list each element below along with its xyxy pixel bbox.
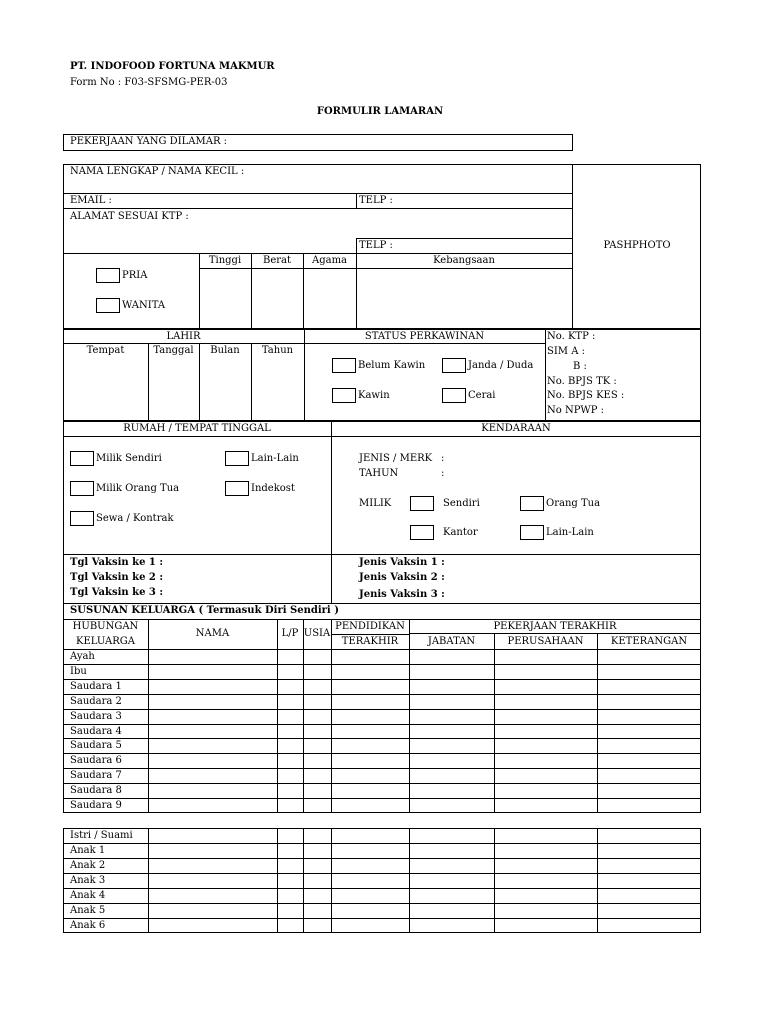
family-row-label: Saudara 6 (70, 755, 122, 767)
married-checkbox[interactable] (332, 388, 356, 403)
spouse-child-row-label: Anak 6 (70, 920, 106, 931)
nationality-header: Kebangsaan (433, 255, 495, 266)
parents-house-checkbox[interactable] (70, 481, 94, 496)
divorced-checkbox[interactable] (442, 388, 466, 403)
boarding-checkbox[interactable] (225, 481, 249, 496)
vehicle-header: KENDARAAN (481, 423, 551, 434)
birth-year-header: Tahun (261, 345, 294, 356)
birth-place-header: Tempat (86, 345, 125, 356)
rent-checkbox[interactable] (70, 511, 94, 526)
education-header-2: TERAKHIR (341, 636, 399, 647)
telp-label: TELP : (359, 195, 393, 206)
remarks-header: KETERANGAN (610, 636, 688, 647)
male-checkbox[interactable] (96, 268, 120, 283)
spouse-child-row-label: Anak 2 (70, 860, 106, 871)
name-header: NAMA (195, 628, 230, 639)
spouse-child-row-label: Anak 4 (70, 890, 106, 901)
vaccine-date-3-label: Tgl Vaksin ke 3 : (70, 587, 164, 598)
spouse-child-row-label: Anak 5 (70, 905, 106, 916)
family-row-label: Saudara 8 (70, 785, 122, 797)
bpjs-tk-label: No. BPJS TK : (547, 376, 617, 387)
house-header: RUMAH / TEMPAT TINGGAL (123, 423, 271, 434)
vehicle-owner-label: MILIK (359, 498, 392, 509)
last-job-header: PEKERJAAN TERAKHIR (493, 621, 617, 632)
vehicle-parents-checkbox[interactable] (520, 496, 544, 511)
telp2-label: TELP : (359, 240, 393, 251)
sim-b-label: B : (573, 361, 587, 372)
position-header: JABATAN (427, 636, 476, 647)
weight-header: Berat (262, 255, 292, 266)
vehicle-other-checkbox[interactable] (520, 525, 544, 540)
family-row-label: Saudara 3 (70, 710, 122, 722)
vehicle-parents-label: Orang Tua (546, 498, 601, 509)
single-label: Belum Kawin (358, 360, 426, 371)
female-label: WANITA (122, 300, 166, 311)
own-house-checkbox[interactable] (70, 451, 94, 466)
full-name-label: NAMA LENGKAP / NAMA KECIL : (70, 166, 245, 177)
house-other-label: Lain-Lain (251, 453, 299, 464)
form-title: FORMULIR LAMARAN (316, 106, 444, 117)
spouse-child-row-label: Anak 1 (70, 845, 106, 856)
vaccine-type-2-label: Jenis Vaksin 2 : (359, 572, 445, 583)
email-label: EMAIL : (70, 195, 112, 206)
education-header-1: PENDIDIKAN (335, 621, 405, 632)
address-label: ALAMAT SESUAI KTP : (70, 211, 189, 222)
own-house-label: Milik Sendiri (96, 453, 162, 464)
vaccine-date-2-label: Tgl Vaksin ke 2 : (70, 572, 164, 583)
family-row-label: Saudara 2 (70, 695, 122, 707)
vehicle-office-checkbox[interactable] (410, 525, 434, 540)
spouse-child-row-label: Anak 3 (70, 875, 106, 886)
divorced-label: Cerai (468, 390, 496, 401)
family-row-label: Ibu (70, 665, 87, 677)
vehicle-brand-colon: : (441, 453, 445, 464)
birth-header: LAHIR (166, 331, 201, 342)
widowed-checkbox[interactable] (442, 358, 466, 373)
vehicle-own-label: Sendiri (443, 498, 480, 509)
family-row-label: Saudara 5 (70, 740, 122, 752)
height-header: Tinggi (208, 255, 242, 266)
rent-label: Sewa / Kontrak (96, 513, 174, 524)
vaccine-type-1-label: Jenis Vaksin 1 : (359, 557, 445, 568)
npwp-label: No NPWP : (547, 405, 604, 416)
house-other-checkbox[interactable] (225, 451, 249, 466)
vehicle-year-colon: : (441, 468, 445, 479)
vehicle-year-label: TAHUN (359, 468, 399, 479)
job-applied-label: PEKERJAAN YANG DILAMAR : (70, 136, 228, 147)
birth-date-header: Tanggal (153, 345, 194, 356)
family-row-label: Saudara 7 (70, 770, 122, 782)
married-label: Kawin (358, 390, 390, 401)
vaccine-date-1-label: Tgl Vaksin ke 1 : (70, 557, 164, 568)
vehicle-own-checkbox[interactable] (410, 496, 434, 511)
family-row-label: Saudara 4 (70, 725, 122, 737)
widowed-label: Janda / Duda (468, 360, 534, 371)
vehicle-brand-label: JENIS / MERK (359, 453, 433, 464)
birth-month-header: Bulan (210, 345, 240, 356)
bpjs-kes-label: No. BPJS KES : (547, 390, 625, 401)
religion-header: Agama (311, 255, 348, 266)
form-number: Form No : F03-SFSMG-PER-03 (70, 77, 228, 88)
company-name: PT. INDOFOOD FORTUNA MAKMUR (70, 61, 275, 72)
family-row-label: Saudara 9 (70, 800, 122, 811)
sim-a-label: SIM A : (547, 346, 585, 357)
vehicle-other-label: Lain-Lain (546, 527, 594, 538)
photo-label: PASHPHOTO (603, 240, 671, 251)
vehicle-office-label: Kantor (443, 527, 478, 538)
spouse-child-row-label: Istri / Suami (70, 830, 133, 841)
marital-header: STATUS PERKAWINAN (364, 331, 485, 342)
parents-house-label: Milik Orang Tua (96, 483, 180, 494)
relation-header-1: HUBUNGAN (72, 621, 139, 632)
family-title: SUSUNAN KELUARGA ( Termasuk Diri Sendiri ) (70, 605, 339, 616)
boarding-label: Indekost (251, 483, 295, 494)
age-header: USIA (303, 628, 331, 639)
male-label: PRIA (122, 270, 148, 281)
female-checkbox[interactable] (96, 298, 120, 313)
family-row-label: Saudara 1 (70, 680, 122, 692)
relation-header-2: KELUARGA (76, 636, 135, 647)
ktp-label: No. KTP : (547, 331, 596, 342)
company-header: PERUSAHAAN (507, 636, 584, 647)
vaccine-type-3-label: Jenis Vaksin 3 : (359, 589, 445, 600)
family-row-label: Ayah (70, 651, 95, 662)
gender-header: L/P (281, 628, 299, 639)
single-checkbox[interactable] (332, 358, 356, 373)
